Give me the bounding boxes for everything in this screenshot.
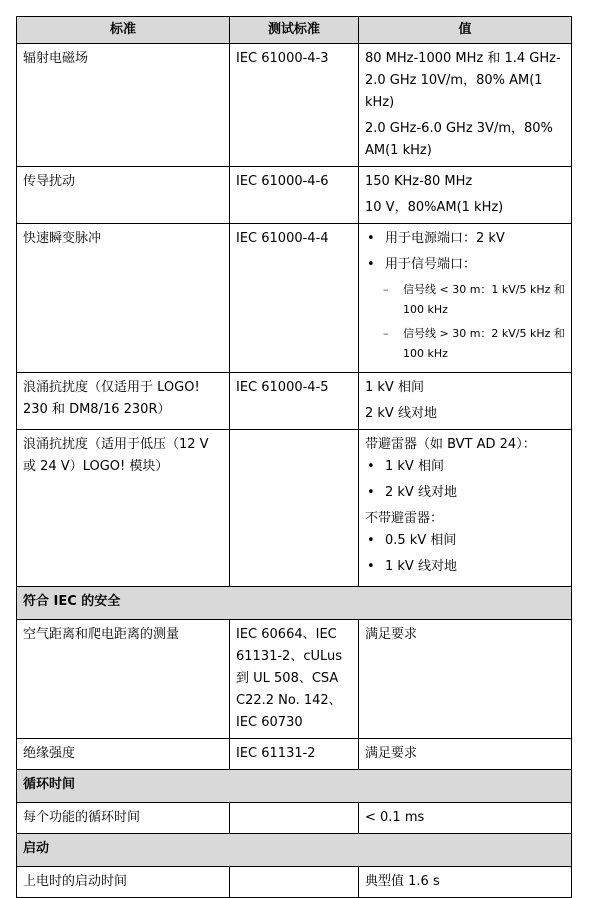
section-row <box>17 587 572 620</box>
bullet-list <box>365 228 565 276</box>
header-value: 值 <box>359 17 572 44</box>
list-item: • 0.5 kV 相间 <box>365 530 565 552</box>
list-item: • 2 kV 线对地 <box>365 482 565 504</box>
value-line: 80 MHz-1000 MHz 和 1.4 GHz-2.0 GHz 10V/m，80% AM(1 kHz) <box>365 51 561 110</box>
bullet-list <box>365 530 565 578</box>
value-cell <box>359 167 572 224</box>
value-cell: 满足要求 <box>359 620 572 739</box>
standard-cell: 浪涌抗扰度（仅适用于 LOGO! 230 和 DM8/16 230R） <box>17 373 230 430</box>
section-row <box>17 770 572 803</box>
standard-cell: 每个功能的循环时间 <box>17 803 230 834</box>
section-title: 符合 IEC 的安全 <box>17 587 572 620</box>
value-line: 1 kV 相间 <box>365 380 424 395</box>
list-item: • 1 kV 线对地 <box>365 556 565 578</box>
test-standard-cell: IEC 61000-4-4 <box>230 224 359 373</box>
bullet-list <box>365 456 565 504</box>
test-standard-cell: IEC 60664、IEC 61131-2、cULus 到 UL 508、CSA C22.2 No. 142、IEC 60730 <box>230 620 359 739</box>
standard-cell: 上电时的启动时间 <box>17 867 230 898</box>
table-row <box>17 739 572 770</box>
test-standard-cell: IEC 61000-4-5 <box>230 373 359 430</box>
list-item-label: 用于信号端口： <box>385 257 477 272</box>
standard-cell: 快速瞬变脉冲 <box>17 224 230 373</box>
value-line: 2 kV 线对地 <box>365 406 437 421</box>
test-standard-cell <box>230 867 359 898</box>
header-row <box>17 17 572 44</box>
value-line: 10 V，80%AM(1 kHz) <box>365 200 504 215</box>
header-standard: 标准 <box>17 17 230 44</box>
section-row <box>17 834 572 867</box>
dash-list <box>365 280 565 364</box>
value-cell <box>359 373 572 430</box>
value-cell <box>359 224 572 373</box>
value-line: 2.0 GHz-6.0 GHz 3V/m，80% AM(1 kHz) <box>365 121 553 158</box>
table-row <box>17 620 572 739</box>
list-item: • 用于电源端口：2 kV <box>365 228 565 250</box>
test-standard-cell <box>230 803 359 834</box>
test-standard-cell: IEC 61000-4-6 <box>230 167 359 224</box>
table-row <box>17 867 572 898</box>
test-standard-cell: IEC 61000-4-3 <box>230 44 359 167</box>
spec-table <box>16 16 572 898</box>
value-line: 带避雷器（如 BVT AD 24）： <box>365 437 536 452</box>
value-cell <box>359 430 572 587</box>
section-title: 启动 <box>17 834 572 867</box>
standard-cell: 空气距离和爬电距离的测量 <box>17 620 230 739</box>
list-item: – 信号线 < 30 m：1 kV/5 kHz 和 100 kHz <box>365 280 565 320</box>
table-row <box>17 373 572 430</box>
table-row <box>17 44 572 167</box>
standard-cell: 传导扰动 <box>17 167 230 224</box>
list-item: • 1 kV 相间 <box>365 456 565 478</box>
value-line: 150 KHz-80 MHz <box>365 174 473 189</box>
table-row <box>17 224 572 373</box>
standard-cell: 绝缘强度 <box>17 739 230 770</box>
section-title: 循环时间 <box>17 770 572 803</box>
table-row <box>17 430 572 587</box>
value-cell: 典型值 1.6 s <box>359 867 572 898</box>
value-line: 不带避雷器： <box>365 511 444 526</box>
list-item: – 信号线 > 30 m：2 kV/5 kHz 和 100 kHz <box>365 324 565 364</box>
table-row <box>17 167 572 224</box>
standard-cell: 浪涌抗扰度（适用于低压（12 V 或 24 V）LOGO! 模块） <box>17 430 230 587</box>
list-item <box>365 254 565 276</box>
table-row <box>17 803 572 834</box>
value-cell: < 0.1 ms <box>359 803 572 834</box>
value-cell <box>359 44 572 167</box>
value-cell: 满足要求 <box>359 739 572 770</box>
test-standard-cell <box>230 430 359 587</box>
test-standard-cell: IEC 61131-2 <box>230 739 359 770</box>
header-test-standard: 测试标准 <box>230 17 359 44</box>
standard-cell: 辐射电磁场 <box>17 44 230 167</box>
